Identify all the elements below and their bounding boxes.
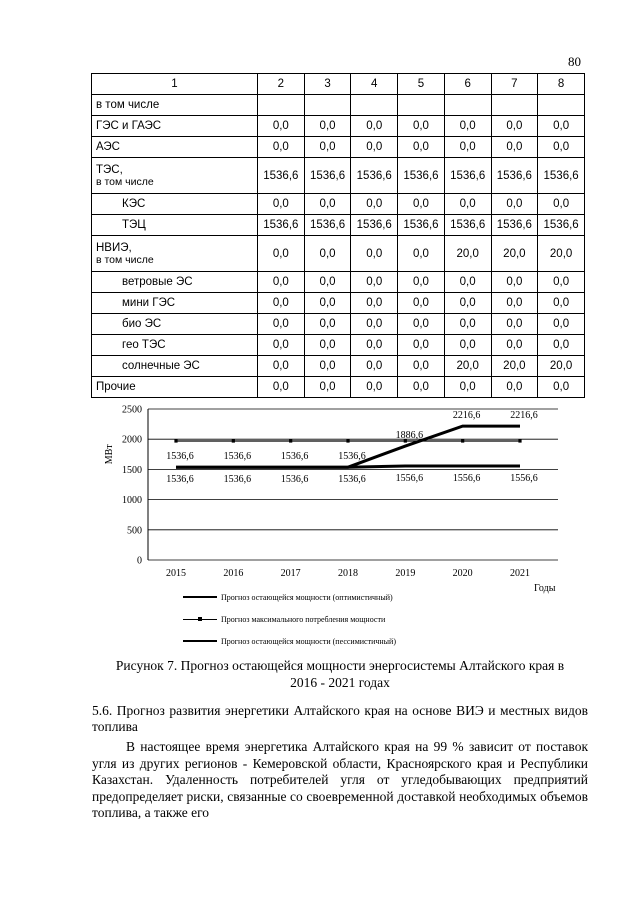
table-cell: 0,0 xyxy=(491,116,538,137)
table-cell: 20,0 xyxy=(491,356,538,377)
table-cell xyxy=(304,95,351,116)
x-tick-label: 2020 xyxy=(452,568,473,579)
table-row xyxy=(92,314,585,335)
table-cell: 1536,6 xyxy=(398,158,445,194)
table-row xyxy=(92,236,585,272)
table-cell: 0,0 xyxy=(258,272,305,293)
table-cell xyxy=(398,95,445,116)
table-header-cell: 3 xyxy=(304,74,351,95)
table-cell: 0,0 xyxy=(398,116,445,137)
table-cell: 0,0 xyxy=(491,314,538,335)
table-cell: 1536,6 xyxy=(351,158,398,194)
row-label: мини ГЭС xyxy=(92,293,258,314)
table-cell: 0,0 xyxy=(444,377,491,398)
row-label: гео ТЭС xyxy=(92,335,258,356)
table-cell: 0,0 xyxy=(398,335,445,356)
data-label-pessimistic: 1536,6 xyxy=(280,474,309,486)
table-cell: 0,0 xyxy=(304,356,351,377)
section-heading: 5.6. Прогноз развития энергетики Алтайского края на основе ВИЭ и местных видов топлива xyxy=(92,703,588,734)
legend-label: Прогноз остающейся мощности (пессимистичный) xyxy=(221,636,396,646)
table-row xyxy=(92,137,585,158)
table-cell: 0,0 xyxy=(491,137,538,158)
data-label-optimistic: 2216,6 xyxy=(510,410,538,422)
table-row xyxy=(92,215,585,236)
legend-line-swatch xyxy=(183,640,217,642)
data-label-pessimistic: 1536,6 xyxy=(223,474,252,486)
table-cell: 0,0 xyxy=(258,137,305,158)
row-label: АЭС xyxy=(92,137,258,158)
legend-item xyxy=(183,586,396,608)
y-tick-label: 500 xyxy=(127,525,142,537)
y-tick-label: 2000 xyxy=(122,434,142,446)
table-cell: 0,0 xyxy=(491,272,538,293)
legend-item xyxy=(183,630,396,652)
table-cell: 0,0 xyxy=(351,314,398,335)
table-cell: 0,0 xyxy=(304,194,351,215)
table-cell: 0,0 xyxy=(304,293,351,314)
table-cell: 0,0 xyxy=(491,377,538,398)
table-cell: 0,0 xyxy=(258,377,305,398)
x-tick-label: 2021 xyxy=(510,568,530,579)
table-cell: 0,0 xyxy=(491,293,538,314)
row-label: Прочие xyxy=(92,377,258,398)
table-cell: 0,0 xyxy=(351,377,398,398)
table-cell: 20,0 xyxy=(444,236,491,272)
x-axis-label: Годы xyxy=(534,583,556,594)
y-tick-label: 1000 xyxy=(122,495,142,507)
table-cell: 0,0 xyxy=(398,314,445,335)
data-label-optimistic: 1536,6 xyxy=(338,451,366,463)
table-cell: 1536,6 xyxy=(304,158,351,194)
data-label-optimistic: 1536,6 xyxy=(280,451,309,463)
page-number: 80 xyxy=(568,54,581,69)
table-cell: 1536,6 xyxy=(444,158,491,194)
table-cell: 0,0 xyxy=(351,137,398,158)
table-cell: 0,0 xyxy=(538,137,585,158)
table-cell: 1536,6 xyxy=(351,215,398,236)
table-cell: 0,0 xyxy=(351,272,398,293)
table-row xyxy=(92,116,585,137)
table-cell: 0,0 xyxy=(304,272,351,293)
table-cell: 0,0 xyxy=(538,335,585,356)
table-cell: 0,0 xyxy=(258,194,305,215)
table-cell: 1536,6 xyxy=(258,158,305,194)
table-cell: 0,0 xyxy=(304,314,351,335)
legend-line-swatch xyxy=(183,596,217,598)
table-cell: 0,0 xyxy=(351,335,398,356)
row-label: ТЭС, в том числе xyxy=(92,158,258,194)
legend-item xyxy=(183,608,396,630)
data-label-pessimistic: 1556,6 xyxy=(452,472,481,484)
table-header-cell: 8 xyxy=(538,74,585,95)
table-cell: 0,0 xyxy=(398,272,445,293)
row-label: ветровые ЭС xyxy=(92,272,258,293)
capacity-table xyxy=(91,73,585,398)
row-label: КЭС xyxy=(92,194,258,215)
x-tick-label: 2018 xyxy=(338,568,358,579)
table-cell xyxy=(538,95,585,116)
table-row xyxy=(92,335,585,356)
data-label-pessimistic: 1536,6 xyxy=(166,474,194,486)
table-cell: 1536,6 xyxy=(398,215,445,236)
chart-svg xyxy=(90,395,590,595)
table-cell: 0,0 xyxy=(351,293,398,314)
table-row xyxy=(92,356,585,377)
table-header-cell: 7 xyxy=(491,74,538,95)
table-cell: 1536,6 xyxy=(444,215,491,236)
table-header-cell: 1 xyxy=(92,74,258,95)
table-cell: 1536,6 xyxy=(258,215,305,236)
table-header-cell: 4 xyxy=(351,74,398,95)
series-marker-max-consumption xyxy=(289,439,292,442)
table-cell: 0,0 xyxy=(538,314,585,335)
data-label-optimistic: 1886,6 xyxy=(395,430,424,442)
table-cell xyxy=(444,95,491,116)
table-cell: 0,0 xyxy=(304,236,351,272)
table-row xyxy=(92,293,585,314)
table-cell: 0,0 xyxy=(398,356,445,377)
table-cell: 0,0 xyxy=(351,116,398,137)
figure-caption xyxy=(92,657,588,691)
series-marker-max-consumption xyxy=(232,439,235,442)
table-cell: 0,0 xyxy=(258,236,305,272)
table-cell: 1536,6 xyxy=(538,158,585,194)
table-cell: 20,0 xyxy=(491,236,538,272)
table-cell: 20,0 xyxy=(538,356,585,377)
table-header-cell: 2 xyxy=(258,74,305,95)
table-cell: 0,0 xyxy=(444,272,491,293)
table-cell: 0,0 xyxy=(444,293,491,314)
table-cell: 0,0 xyxy=(398,236,445,272)
table-cell xyxy=(258,95,305,116)
table-cell: 20,0 xyxy=(444,356,491,377)
table-cell: 1536,6 xyxy=(538,215,585,236)
table-cell: 0,0 xyxy=(258,293,305,314)
caption-line-2: 2016 - 2021 годах xyxy=(290,675,390,690)
table-cell: 0,0 xyxy=(351,356,398,377)
table-cell: 1536,6 xyxy=(491,158,538,194)
table-cell xyxy=(491,95,538,116)
table-cell: 0,0 xyxy=(351,194,398,215)
row-label: био ЭС xyxy=(92,314,258,335)
table-row xyxy=(92,272,585,293)
legend-line-swatch xyxy=(183,619,217,620)
body-paragraph: В настоящее время энергетика Алтайского края на 99 % зависит от поставок угля из других регионов - Кемеровской области, Красноярского края и Республики Казахстан. Удаленность потребителей угля от угледобывающих предприятий предопределяет риски, связанные со своевременной доставкой необходимых объемов топлива, а также его xyxy=(92,739,588,820)
table-cell: 0,0 xyxy=(304,335,351,356)
table-cell: 0,0 xyxy=(538,116,585,137)
table-cell: 0,0 xyxy=(351,236,398,272)
series-marker-max-consumption xyxy=(174,439,177,442)
row-label: ТЭЦ xyxy=(92,215,258,236)
y-tick-label: 2500 xyxy=(122,404,142,416)
data-label-optimistic: 1536,6 xyxy=(223,451,252,463)
table-cell: 0,0 xyxy=(444,116,491,137)
data-label-optimistic: 2216,6 xyxy=(452,410,481,422)
legend-label: Прогноз остающейся мощности (оптимистичный) xyxy=(221,592,393,602)
row-label: в том числе xyxy=(92,95,258,116)
table-cell: 0,0 xyxy=(538,194,585,215)
table-cell: 1536,6 xyxy=(304,215,351,236)
chart-legend xyxy=(183,586,396,652)
table-cell: 0,0 xyxy=(258,116,305,137)
table-cell: 0,0 xyxy=(398,293,445,314)
x-tick-label: 2017 xyxy=(280,568,301,579)
table-cell: 0,0 xyxy=(258,314,305,335)
row-label: НВИЭ, в том числе xyxy=(92,236,258,272)
x-tick-label: 2016 xyxy=(223,568,244,579)
x-tick-label: 2019 xyxy=(395,568,416,579)
legend-label: Прогноз максимального потребления мощности xyxy=(221,614,386,624)
y-tick-label: 1500 xyxy=(122,464,142,476)
y-axis-label: МВт xyxy=(104,444,115,465)
table-cell xyxy=(351,95,398,116)
data-label-optimistic: 1536,6 xyxy=(166,451,194,463)
table-header-cell: 5 xyxy=(398,74,445,95)
table-header-cell: 6 xyxy=(444,74,491,95)
table-cell: 0,0 xyxy=(444,194,491,215)
table-cell: 0,0 xyxy=(491,335,538,356)
table-cell: 0,0 xyxy=(398,377,445,398)
table-cell: 0,0 xyxy=(258,356,305,377)
y-tick-label: 0 xyxy=(137,555,142,567)
series-marker-max-consumption xyxy=(346,439,349,442)
table-header-row xyxy=(92,74,585,95)
data-label-pessimistic: 1556,6 xyxy=(510,472,538,484)
table-cell: 0,0 xyxy=(304,116,351,137)
series-marker-max-consumption xyxy=(461,439,464,442)
caption-line-1: Рисунок 7. Прогноз остающейся мощности энергосистемы Алтайского края в xyxy=(115,658,565,673)
row-label: солнечные ЭС xyxy=(92,356,258,377)
table-cell: 0,0 xyxy=(444,314,491,335)
table-row xyxy=(92,158,585,194)
table-cell: 0,0 xyxy=(538,377,585,398)
table-cell: 0,0 xyxy=(258,335,305,356)
table-row xyxy=(92,194,585,215)
table-cell: 0,0 xyxy=(398,137,445,158)
table-cell: 0,0 xyxy=(538,272,585,293)
row-label: ГЭС и ГАЭС xyxy=(92,116,258,137)
table-row xyxy=(92,95,585,116)
table-cell: 0,0 xyxy=(398,194,445,215)
x-tick-label: 2015 xyxy=(166,568,186,579)
table-cell: 0,0 xyxy=(304,137,351,158)
table-cell: 0,0 xyxy=(491,194,538,215)
data-label-pessimistic: 1556,6 xyxy=(395,472,424,484)
series-marker-max-consumption xyxy=(518,439,521,442)
data-label-pessimistic: 1536,6 xyxy=(338,474,366,486)
table-cell: 0,0 xyxy=(538,293,585,314)
table-cell: 1536,6 xyxy=(491,215,538,236)
table-cell: 0,0 xyxy=(304,377,351,398)
table-cell: 0,0 xyxy=(444,137,491,158)
table-cell: 20,0 xyxy=(538,236,585,272)
table-cell: 0,0 xyxy=(444,335,491,356)
